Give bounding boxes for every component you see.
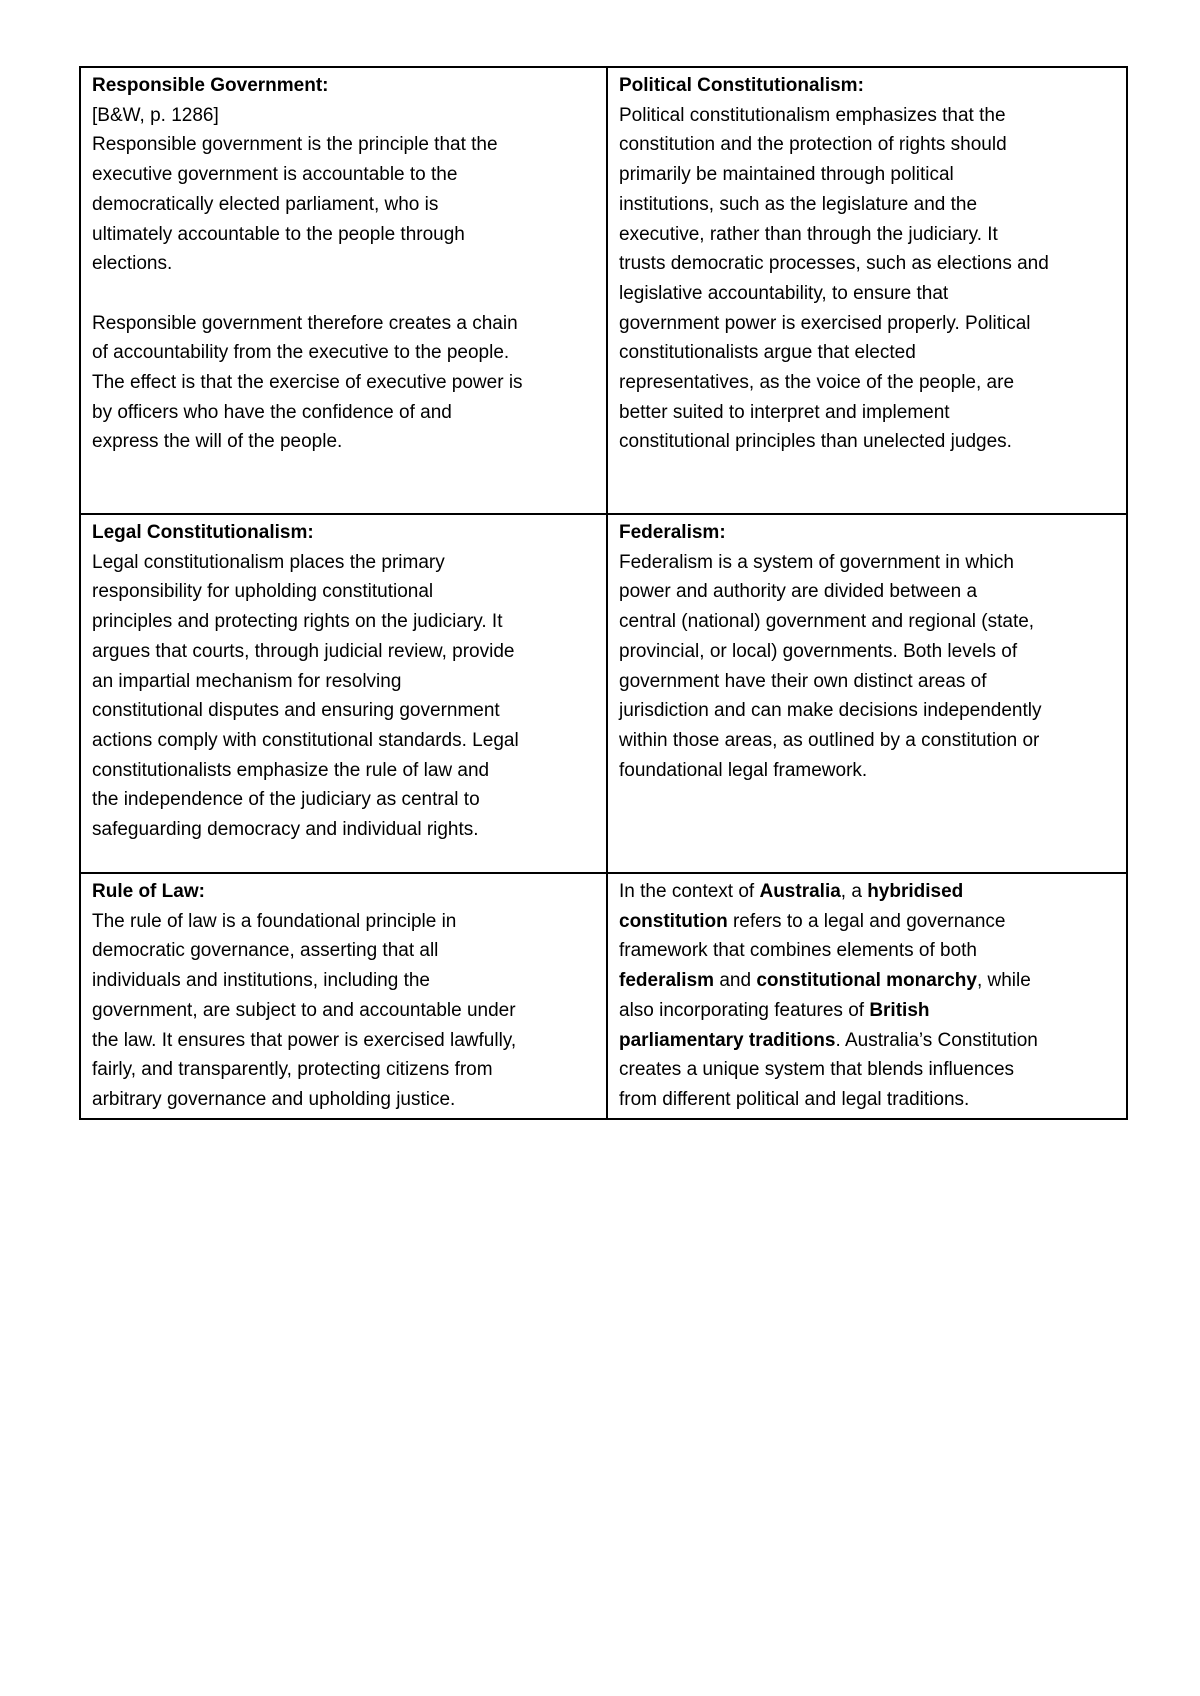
text-line: Responsible government is the principle that the xyxy=(92,134,498,156)
text-line xyxy=(619,1026,1116,1056)
text-line xyxy=(619,877,1116,907)
text-line: government power is exercised properly. Political xyxy=(619,312,1031,334)
text-segment: creates a unique system that blends influences xyxy=(619,1059,1015,1081)
text-line: the law. It ensures that power is exercised lawfully, xyxy=(92,1029,517,1051)
text-line: Responsible government therefore creates a chain xyxy=(92,312,518,334)
text-line: individuals and institutions, including the xyxy=(92,970,430,992)
text-line: constitutionalists emphasize the rule of law and xyxy=(92,759,490,781)
text-segment: In the context of xyxy=(619,881,760,902)
text-line: executive, rather than through the judiciary. It xyxy=(619,223,998,245)
table-row xyxy=(80,514,1127,873)
text-line: legislative accountability, to ensure that xyxy=(619,282,949,304)
text-line xyxy=(619,936,1116,966)
text-line: executive government is accountable to the xyxy=(92,164,458,186)
text-line: elections. xyxy=(92,253,173,275)
cell-heading: Federalism: xyxy=(619,522,726,543)
text-segment: and xyxy=(714,970,757,992)
text-segment: . Australia’s Constitution xyxy=(835,1029,1038,1051)
text-line: trusts democratic processes, such as elections and xyxy=(619,253,1049,275)
text-line: fairly, and transparently, protecting citizens from xyxy=(92,1059,493,1081)
text-line: of accountability from the executive to the people. xyxy=(92,342,510,364)
text-line xyxy=(619,1055,1116,1085)
text-line: safeguarding democracy and individual rights. xyxy=(92,819,479,841)
text-line: democratic governance, asserting that all xyxy=(92,940,439,962)
cell-responsible-government xyxy=(80,67,607,514)
text-line: jurisdiction and can make decisions independently xyxy=(619,700,1042,722)
text-line: ultimately accountable to the people through xyxy=(92,223,465,245)
text-segment: , while xyxy=(976,970,1031,992)
bold-term: federalism xyxy=(619,970,715,992)
cell-heading: Political Constitutionalism: xyxy=(619,75,864,96)
text-line xyxy=(619,1085,1116,1115)
text-line: better suited to interpret and implement xyxy=(619,401,950,423)
text-segment: refers to a legal and governance xyxy=(727,910,1006,932)
text-segment: framework that combines elements of both xyxy=(619,940,978,962)
table-row xyxy=(80,873,1127,1119)
text-line: express the will of the people. xyxy=(92,431,343,453)
text-line: The effect is that the exercise of executive power is xyxy=(92,372,523,394)
text-line: by officers who have the confidence of and xyxy=(92,401,452,423)
text-line: central (national) government and regional (state, xyxy=(619,611,1035,633)
text-line: institutions, such as the legislature and the xyxy=(619,193,978,215)
bold-term: Australia xyxy=(759,881,841,902)
text-line: the independence of the judiciary as central to xyxy=(92,789,480,811)
text-line: within those areas, as outlined by a constitution or xyxy=(619,729,1040,751)
text-line: provincial, or local) governments. Both levels of xyxy=(619,640,1018,662)
text-line: an impartial mechanism for resolving xyxy=(92,670,402,692)
text-line: Federalism is a system of government in which xyxy=(619,551,1014,573)
text-line: government, are subject to and accountable under xyxy=(92,999,516,1021)
cell-hybridised-constitution xyxy=(607,873,1127,1119)
text-segment: , a xyxy=(840,881,868,902)
cell-rule-of-law xyxy=(80,873,607,1119)
cell-heading: Responsible Government: xyxy=(92,75,329,96)
text-line: government have their own distinct areas of xyxy=(619,670,987,692)
bold-term: constitutional monarchy xyxy=(756,970,977,992)
text-line: foundational legal framework. xyxy=(619,759,868,781)
cell-political-constitutionalism xyxy=(607,67,1127,514)
cell-heading: Rule of Law: xyxy=(92,881,205,902)
text-line: responsibility for upholding constitutional xyxy=(92,581,434,603)
text-line: constitution and the protection of rights should xyxy=(619,134,1007,156)
bold-term: British xyxy=(869,999,930,1021)
text-line: Political constitutionalism emphasizes that the xyxy=(619,104,1006,126)
text-line: representatives, as the voice of the people, are xyxy=(619,372,1015,394)
cell-heading: Legal Constitutionalism: xyxy=(92,522,314,543)
text-line: The rule of law is a foundational principle in xyxy=(92,910,457,932)
text-line xyxy=(92,279,596,309)
text-line xyxy=(619,907,1116,937)
cell-federalism xyxy=(607,514,1127,873)
concepts-table xyxy=(79,66,1128,1120)
text-segment: also incorporating features of xyxy=(619,999,870,1021)
text-line xyxy=(619,966,1116,996)
text-line: principles and protecting rights on the judiciary. It xyxy=(92,611,503,633)
text-line: constitutional principles than unelected judges. xyxy=(619,431,1012,453)
bold-term: parliamentary traditions xyxy=(619,1029,836,1051)
text-line: power and authority are divided between a xyxy=(619,581,978,603)
text-segment: from different political and legal traditions. xyxy=(619,1088,970,1110)
text-line: democratically elected parliament, who is xyxy=(92,193,439,215)
text-line: constitutional disputes and ensuring government xyxy=(92,700,500,722)
cell-legal-constitutionalism xyxy=(80,514,607,873)
bold-term: hybridised xyxy=(867,881,964,902)
text-line: Legal constitutionalism places the primary xyxy=(92,551,445,573)
text-line: [B&W, p. 1286] xyxy=(92,104,219,126)
bold-term: constitution xyxy=(619,910,728,932)
text-line: primarily be maintained through political xyxy=(619,164,954,186)
text-line xyxy=(619,996,1116,1026)
text-line: arbitrary governance and upholding justice. xyxy=(92,1088,456,1110)
text-line: actions comply with constitutional standards. Legal xyxy=(92,729,519,751)
text-line: argues that courts, through judicial review, provide xyxy=(92,640,515,662)
table-row xyxy=(80,67,1127,514)
text-line: constitutionalists argue that elected xyxy=(619,342,916,364)
